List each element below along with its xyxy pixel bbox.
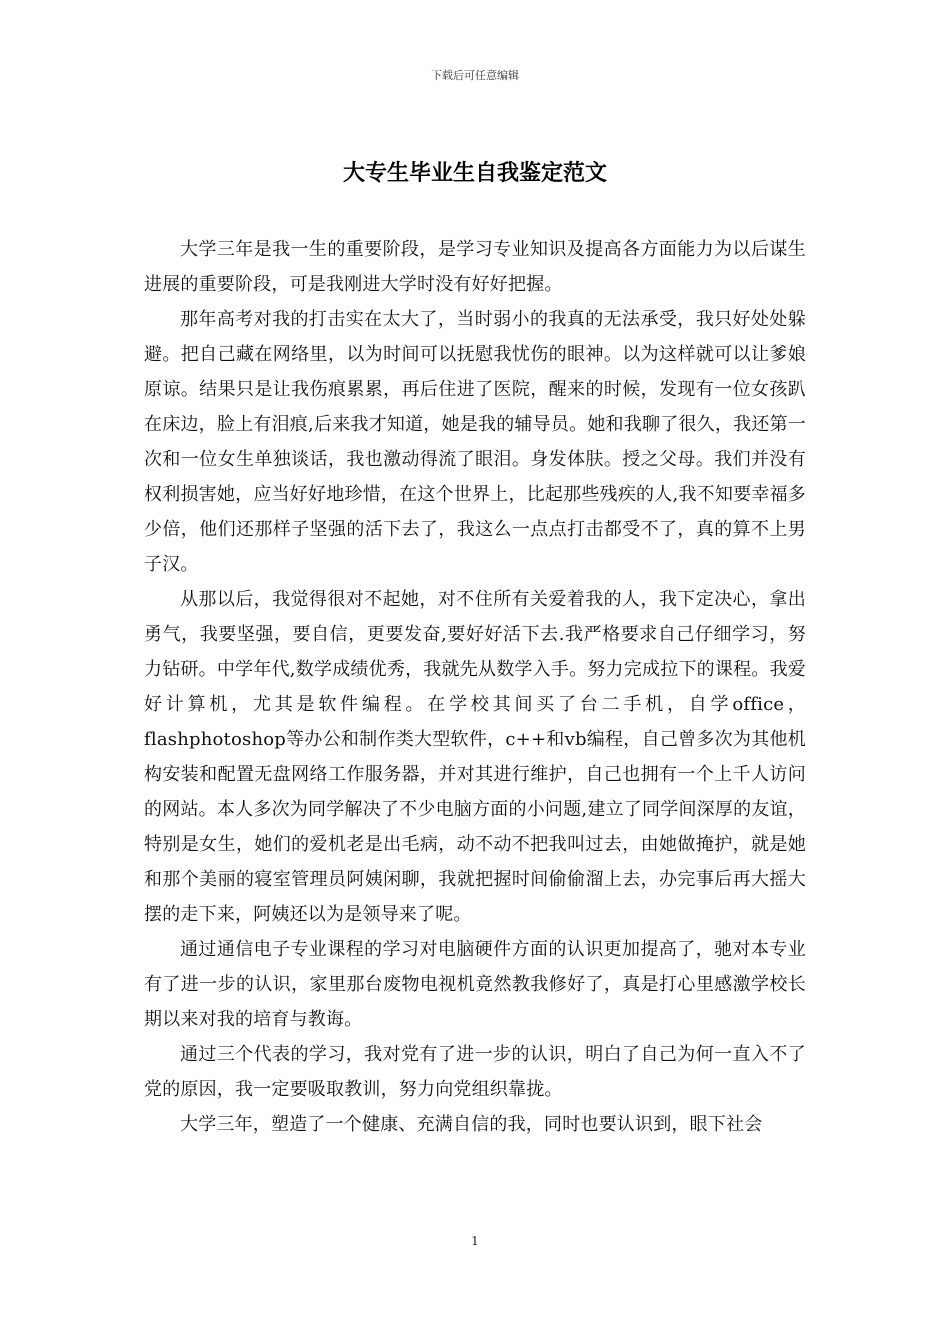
paragraph-4: 通过通信电子专业课程的学习对电脑硬件方面的认识更加提高了，驰对本专业有了进一步的认识，家里那台废物电视机竟然教我修好了，真是打心里感激学校长期以来对我的培育与教诲。 — [144, 939, 806, 1030]
paragraph-5: 通过三个代表的学习，我对党有了进一步的认识，明白了自己为何一直入不了党的原因，我一定要吸取教训，努力向党组织靠拢。 — [144, 1044, 806, 1100]
header-note: 下载后可任意编辑 — [431, 69, 519, 82]
document-title: 大专生毕业生自我鉴定范文 — [342, 161, 607, 186]
document-body — [144, 232, 806, 1142]
paragraph-1: 大学三年是我一生的重要阶段，是学习专业知识及提高各方面能力为以后谋生进展的重要阶段，可是我刚进大学时没有好好把握。 — [144, 239, 806, 295]
paragraph-6: 大学三年，塑造了一个健康、充满自信的我，同时也要认识到，眼下社会 — [180, 1114, 763, 1135]
page-number: 1 — [471, 1234, 479, 1248]
paragraph-2: 那年高考对我的打击实在太大了，当时弱小的我真的无法承受，我只好处处躲避。把自己藏在网络里，以为时间可以抚慰我忧伤的眼神。以为这样就可以让爹娘原谅。结果只是让我伤痕累累，再后住进了医院，醒来的时候，发现有一位女孩趴在床边，脸上有泪痕,后来我才知道，她是我的辅导员。她和我聊了很久，我还第一次和一位女生单独谈话，我也激动得流了眼泪。身发体肤。授之父母。我们并没有权利损害她，应当好好地珍惜，在这个世界上，比起那些残疾的人,我不知要幸福多少倍，他们还那样子坚强的活下去了，我这么一点点打击都受不了，真的算不上男子汉。 — [144, 309, 806, 575]
paragraph-3: 从那以后，我觉得很对不起她，对不住所有关爱着我的人，我下定决心，拿出勇气，我要坚强，要自信，更要发奋,要好好活下去.我严格要求自己仔细学习，努力钻研。中学年代,数学成绩优秀，我就先从数学入手。努力完成拉下的课程。我爱好计算机，尤其是软件编程。在学校其间买了台二手机，自学office，flashphotoshop等办公和制作类大型软件，c++和vb编程，自己曾多次为其他机构安装和配置无盘网络工作服务器，并对其进行维护，自己也拥有一个上千人访问的网站。本人多次为同学解决了不少电脑方面的小问题,建立了同学间深厚的友谊，特别是女生，她们的爱机老是出毛病，动不动不把我叫过去，由她做掩护，就是她和那个美丽的寝室管理员阿姨闲聊，我就把握时间偷偷溜上去，办完事后再大摇大摆的走下来，阿姨还以为是领导来了呢。 — [144, 589, 806, 925]
